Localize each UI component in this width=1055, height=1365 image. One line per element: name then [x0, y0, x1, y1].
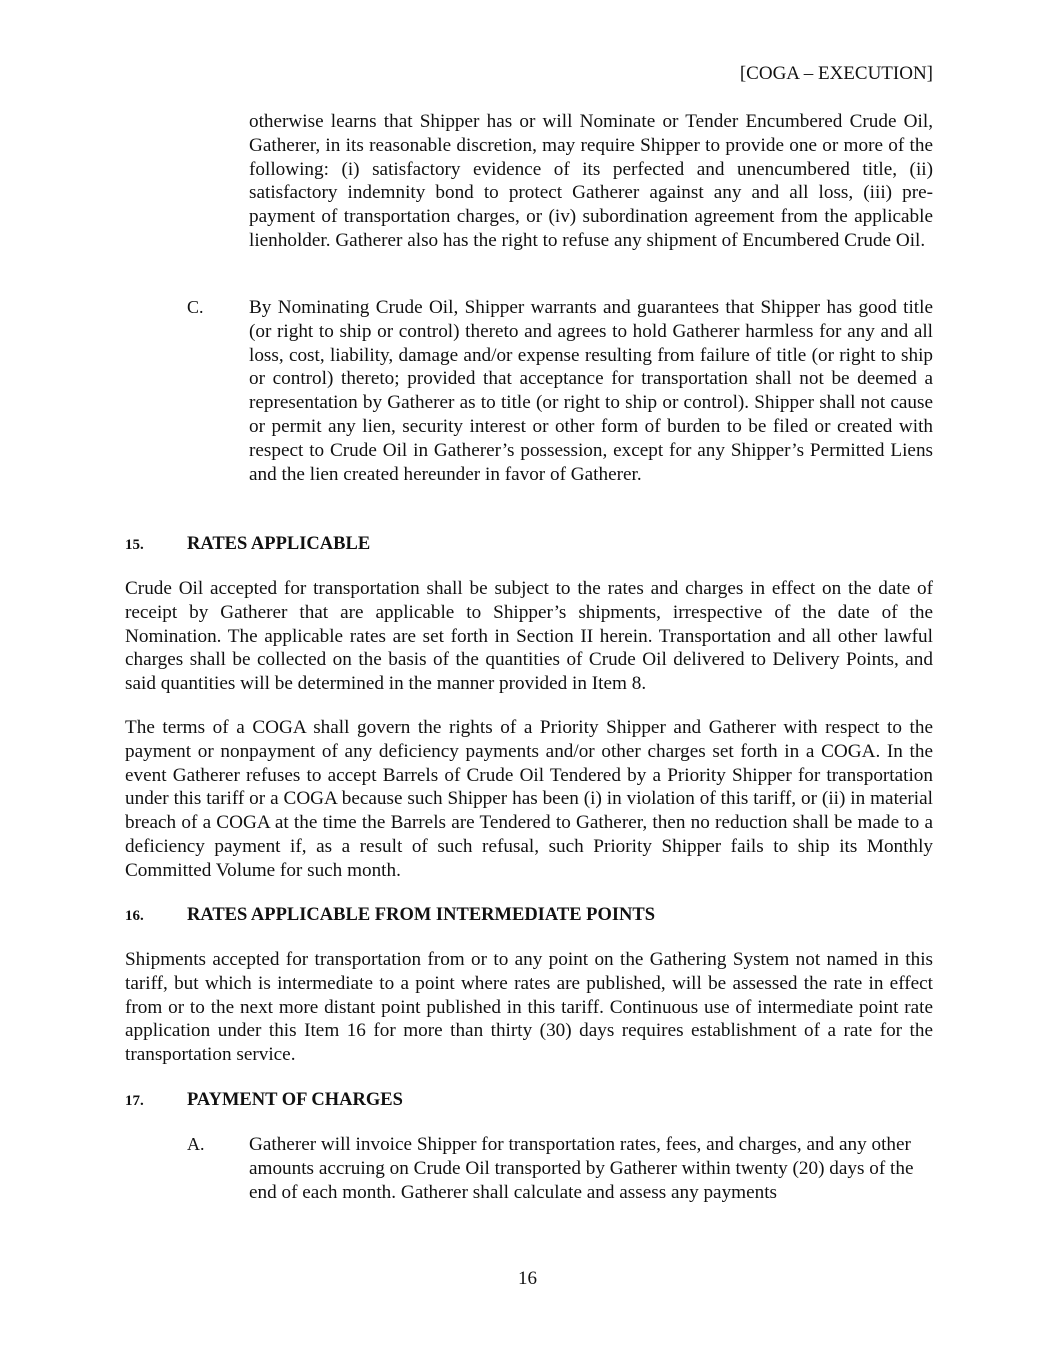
item-c-letter: C.: [187, 297, 204, 317]
item-a-letter: A.: [187, 1134, 205, 1154]
section-17-heading: [125, 1089, 403, 1114]
document-header-label: [COGA – EXECUTION]: [739, 63, 933, 84]
section-15-paragraph-1: Crude Oil accepted for transportation shall be subject to the rates and charges in effect on the date of receipt by Gatherer that are applicable to Shipper’s shipments, irrespective of the date of the Nomination. The applicable rates are set forth in Section II herein. Transportation and all other lawful charges shall be collected on the basis of the quantities of Crude Oil delivered to Delivery Points, and said quantities will be determined in the manner provided in Item 8.: [125, 578, 933, 695]
page-number: 16: [518, 1268, 537, 1289]
section-17-number: 17.: [125, 1093, 144, 1109]
continuation-paragraph: otherwise learns that Shipper has or will Nominate or Tender Encumbered Crude Oil, Gatherer, in its reasonable discretion, may require Shipper to provide one or more of the following: (i) satisfactory evidence of its perfected and unencumbered title, (ii) satisfactory indemnity bond to protect Gatherer against any and all loss, (iii) pre-payment of transportation charges, or (iv) subordination agreement from the applicable lienholder. Gatherer also has the right to refuse any shipment of Encumbered Crude Oil.: [249, 111, 933, 251]
section-16-paragraph: Shipments accepted for transportation from or to any point on the Gathering System not named in this tariff, but which is intermediate to a point where rates are published, will be assessed the rate in effect from or to the next more distant point published in this tariff. Continuous use of intermediate point rate application under this Item 16 for more than thirty (30) days requires establishment of a rate for the transportation service.: [125, 949, 933, 1066]
section-15-paragraph-2: The terms of a COGA shall govern the rights of a Priority Shipper and Gatherer with respect to the payment or nonpayment of any deficiency payments and/or other charges set forth in a COGA. In the event Gatherer refuses to accept Barrels of Crude Oil Tendered by a Priority Shipper for transportation under this tariff or a COGA because such Shipper has been (i) in violation of this tariff, or (ii) in material breach of a COGA at the time the Barrels are Tendered to Gatherer, then no reduction shall be made to a deficiency payment if, as a result of such refusal, such Priority Shipper fails to ship its Monthly Committed Volume for such month.: [125, 717, 933, 881]
item-c-paragraph: By Nominating Crude Oil, Shipper warrants and guarantees that Shipper has good title (or right to ship or control) thereto and agrees to hold Gatherer harmless for any and all loss, cost, liability, damage and/or expense resulting from failure of title (or right to ship or control) thereto; provided that acceptance for transportation shall not be deemed a representation by Gatherer as to title (or right to ship or control). Shipper shall not cause or permit any lien, security interest or other form of burden to be filed or created with respect to Crude Oil in Gatherer’s possession, except for any Shipper’s Permitted Liens and the lien created hereunder in favor of Gatherer.: [249, 297, 933, 485]
section-16-number: 16.: [125, 908, 144, 924]
section-15-heading: [125, 533, 370, 558]
section-15-number: 15.: [125, 537, 144, 553]
section-16-title: RATES APPLICABLE FROM INTERMEDIATE POINTS: [187, 905, 656, 925]
section-15-title: RATES APPLICABLE: [187, 534, 371, 554]
section-16-heading: [125, 904, 655, 929]
item-a-paragraph: Gatherer will invoice Shipper for transportation rates, fees, and charges, and any other amounts accruing on Crude Oil transported by Gatherer within twenty (20) days of the end of each month. Gatherer shall calculate and assess any payments: [249, 1134, 914, 1203]
section-17-title: PAYMENT OF CHARGES: [187, 1090, 403, 1110]
